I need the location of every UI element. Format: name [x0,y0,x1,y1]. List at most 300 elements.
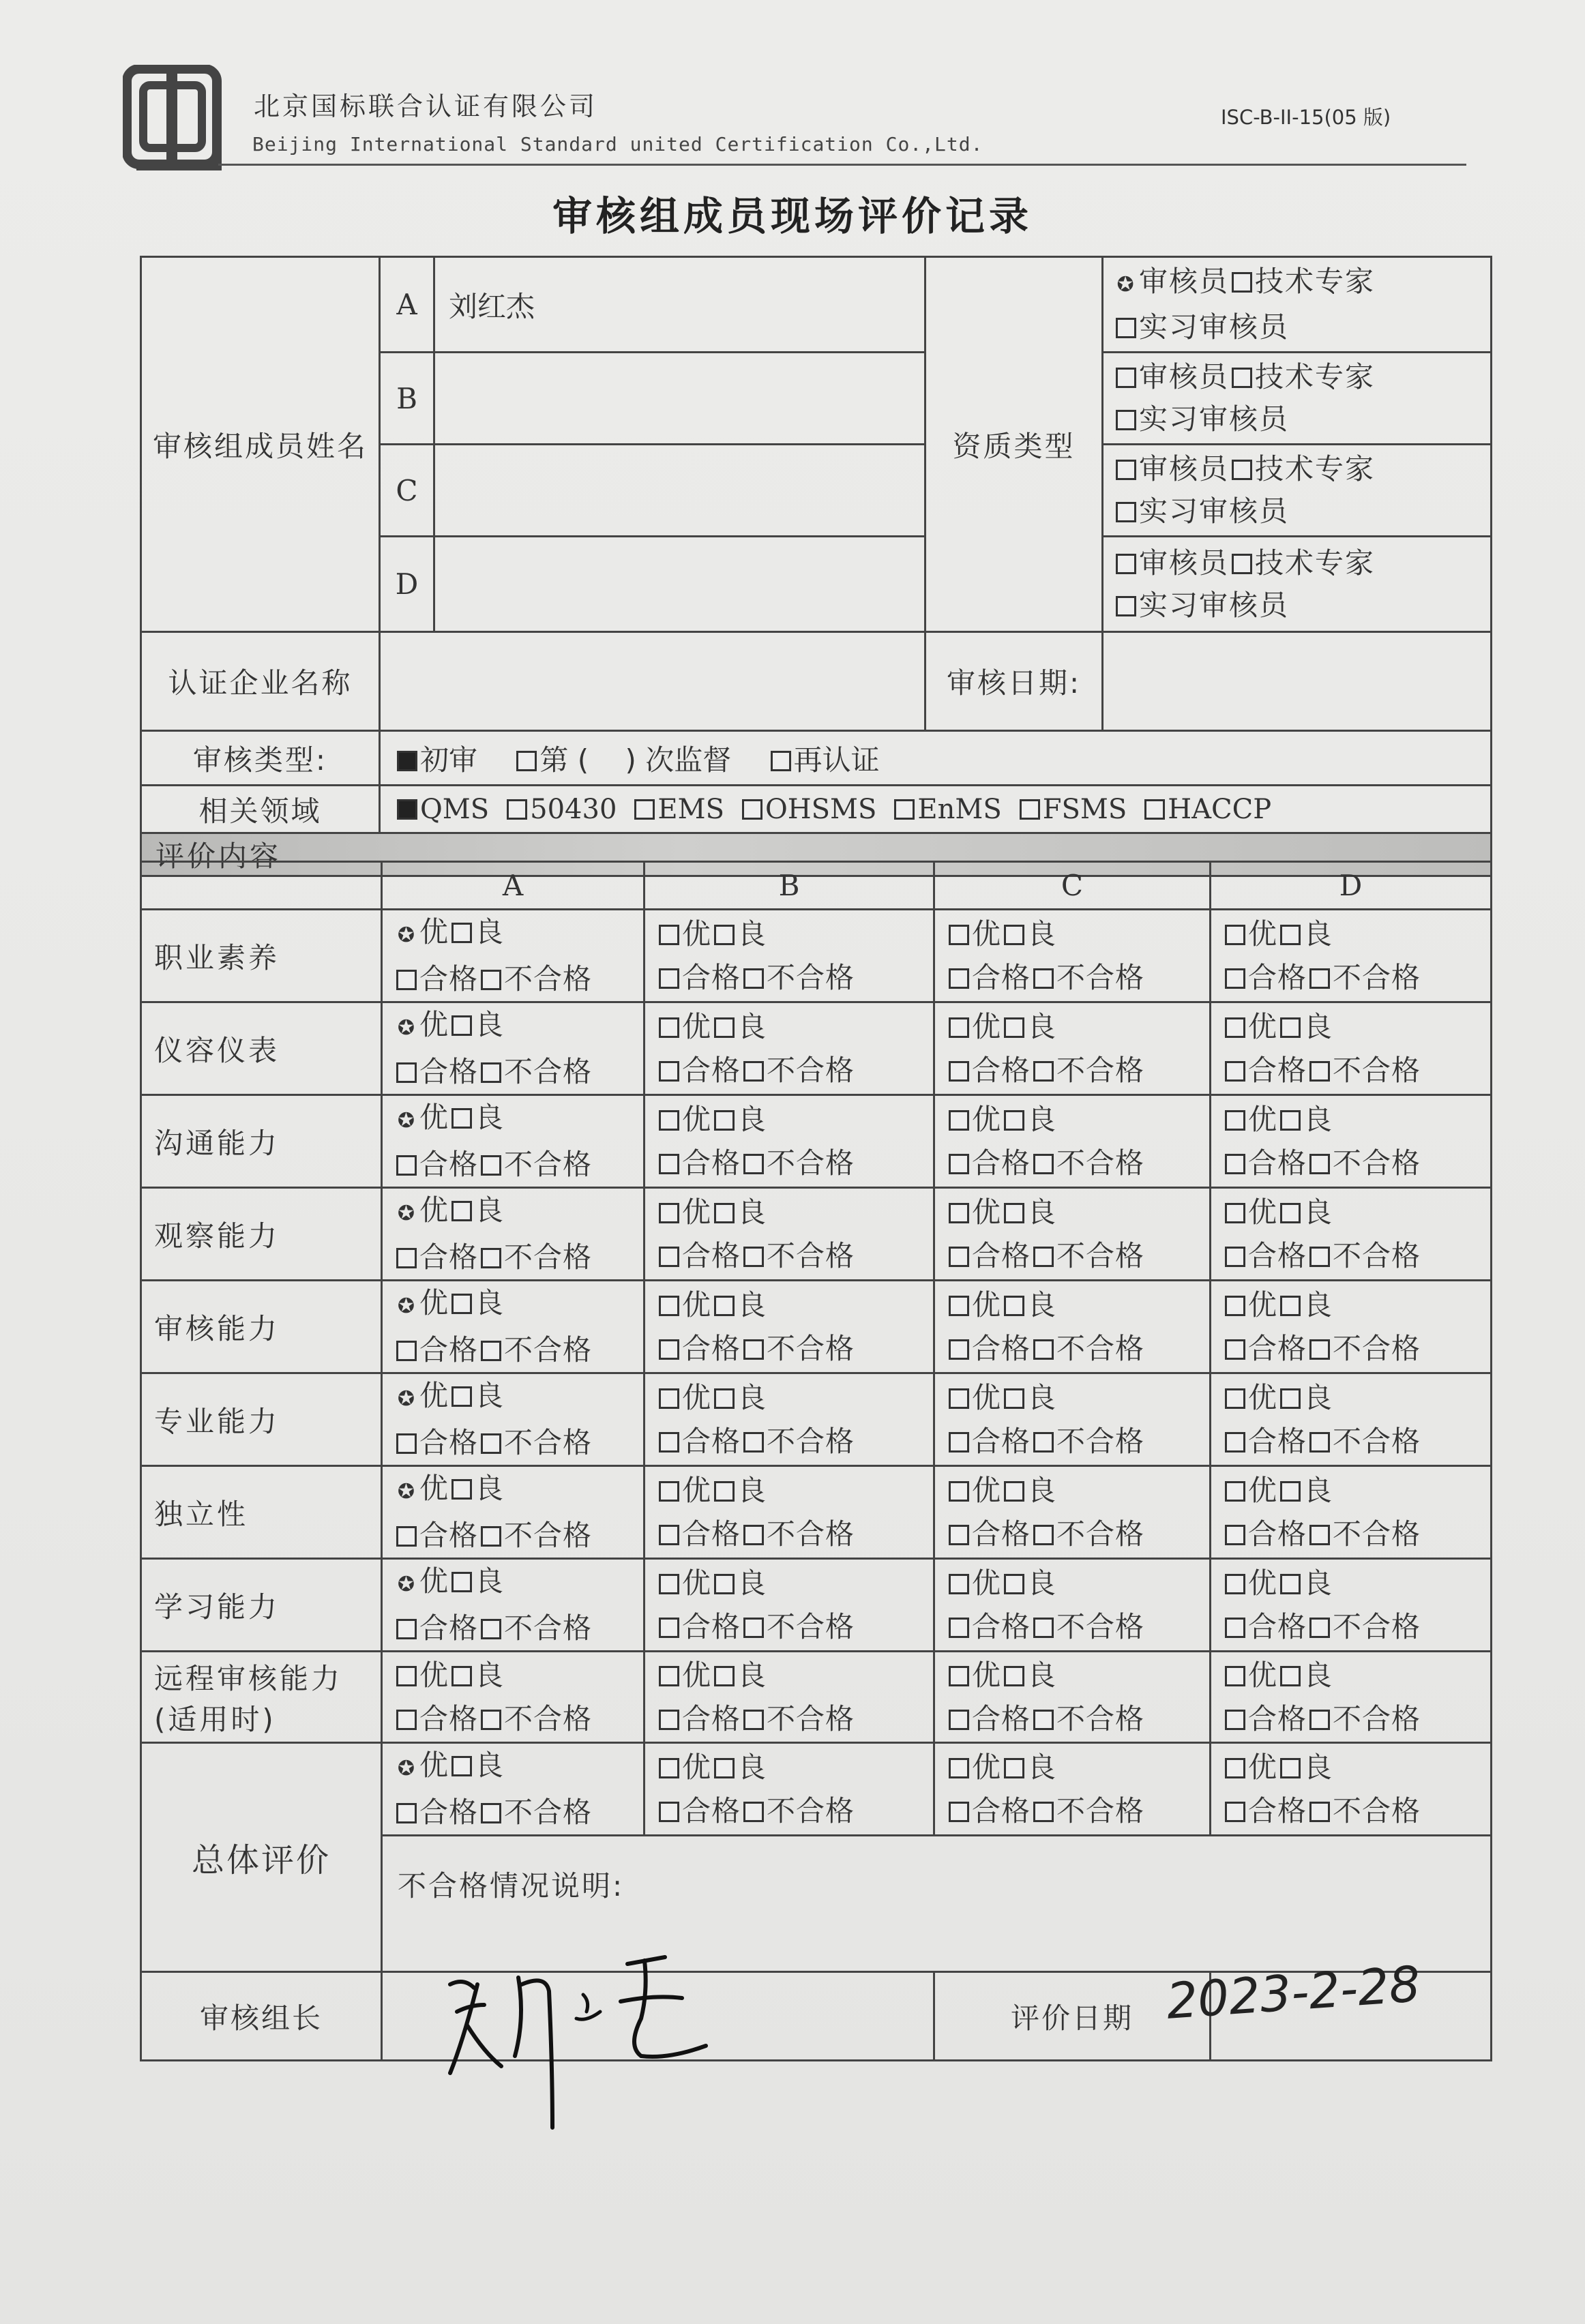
checkbox-icon [714,1481,735,1502]
company-name-en: Beijing International Standard united Certification Co.,Ltd. [252,133,983,155]
checkbox-icon [1116,318,1136,338]
checkbox-icon [714,1666,735,1686]
qual-line [1113,542,1481,584]
checkbox-icon [949,1203,969,1223]
rating-options[interactable]: 优 良 合格 不合格 [645,1281,934,1373]
checkbox-icon [1020,799,1040,820]
section-header: 评价内容 [141,833,1492,876]
qual-intern[interactable]: 实习审核员 [1113,402,1289,436]
criterion-row [141,1652,1492,1743]
qual-line [1113,448,1481,490]
checked-box-icon [397,799,417,820]
checkbox-icon [714,1017,735,1038]
qualification-options[interactable] [1103,353,1492,445]
checkbox-icon [481,1526,501,1547]
rating-options[interactable]: 优 良 合格 不合格 [934,1559,1211,1652]
rating-options[interactable]: 优 良 合格 不合格 [934,1743,1211,1836]
checkbox-icon [1144,799,1165,820]
marked-circle-icon: ✪ [397,1573,416,1596]
checkbox-icon [949,1388,969,1409]
rating-options[interactable]: ✪ 优 良 合格 不合格 [382,1095,645,1188]
checkbox-icon [396,1619,417,1639]
rating-options[interactable]: ✪ 优 良 合格 不合格 [382,1466,645,1559]
rating-options[interactable]: 优 良 合格 不合格 [645,910,934,1002]
checkbox-icon [743,1247,764,1267]
checkbox-icon [1033,1432,1054,1452]
checkbox-icon [1004,1666,1024,1686]
checkbox-icon [1225,1574,1245,1594]
field-option[interactable]: EnMS [891,794,1001,825]
checkbox-icon [1225,1481,1245,1502]
field-option[interactable]: FSMS [1017,794,1127,825]
rating-options[interactable]: 优 良 合格 不合格 [645,1743,934,1836]
checkbox-icon [396,970,417,990]
criterion-row [141,1466,1492,1559]
checkbox-icon [1033,1247,1054,1267]
checkbox-icon [1004,1017,1024,1038]
checkbox-icon [1280,1666,1301,1686]
checkbox-icon [396,1803,417,1823]
checkbox-icon [1309,1432,1330,1452]
qual-line [1113,260,1481,306]
rating-options[interactable]: ✪ 优 良 合格 不合格 [382,1373,645,1466]
checkbox-icon [714,1758,735,1778]
checkbox-icon [659,1203,679,1223]
checkbox-icon [659,968,679,989]
leader-signature [436,1937,723,2134]
checkbox-icon [1280,1296,1301,1316]
checkbox-icon [743,1802,764,1822]
checkbox-icon [481,1062,501,1083]
qual-line [1113,306,1481,348]
checkbox-icon [1225,1666,1245,1686]
checkbox-icon [507,799,527,820]
checkbox-icon [1232,272,1252,293]
checkbox-icon [481,1248,501,1268]
checkbox-icon [1225,1247,1245,1267]
checkbox-icon [659,1017,679,1038]
checkbox-icon [659,1110,679,1131]
rating-options[interactable]: ✪ 优 良 合格 不合格 [382,910,645,1002]
checked-box-icon [397,751,417,771]
criterion-label: 仪容仪表 [141,1002,382,1095]
checkbox-icon [1033,1339,1054,1360]
checkbox-icon [659,1432,679,1452]
criterion-label: 沟通能力 [141,1095,382,1188]
column-header-a: A [382,862,645,910]
marked-circle-icon: ✪ [397,1294,416,1318]
checkbox-icon [481,970,501,990]
checkbox-icon [1004,1110,1024,1131]
rating-options[interactable]: 优 良 合格 不合格 [382,1652,645,1743]
rating-options[interactable]: 优 良 合格 不合格 [1211,910,1492,1002]
column-header-b: B [645,862,934,910]
checkbox-icon [659,1710,679,1730]
rating-options[interactable]: 优 良 合格 不合格 [934,1095,1211,1188]
checkbox-icon [396,1341,417,1361]
checkbox-icon [1232,368,1252,388]
qual-expert[interactable]: 技术专家 [1229,265,1375,298]
checkbox-icon [1116,502,1136,522]
rating-options[interactable]: 优 良 合格 不合格 [1211,1095,1492,1188]
qual-expert[interactable]: 技术专家 [1229,546,1375,580]
checkbox-icon [451,923,472,943]
checkbox-icon [1225,1017,1245,1038]
member-name-field[interactable]: 刘红杰 [434,257,925,353]
checkbox-icon [396,1248,417,1268]
checkbox-icon [949,925,969,945]
checkbox-icon [742,799,762,820]
checkbox-icon [1116,410,1136,430]
checkbox-icon [1033,968,1054,989]
rating-options[interactable]: 优 良 合格 不合格 [1211,1466,1492,1559]
checkbox-icon [1033,1061,1054,1082]
checkbox-icon [1225,1758,1245,1778]
member-name-field[interactable] [434,353,925,445]
marked-circle-icon: ✪ [397,1480,416,1504]
rating-options[interactable]: 优 良 合格 不合格 [1211,1652,1492,1743]
nonconformity-note[interactable]: 不合格情况说明: [382,1836,1492,1972]
checkbox-icon [1309,1061,1330,1082]
checkbox-icon [949,1666,969,1686]
checkbox-icon [1309,1710,1330,1730]
audit-type-recert[interactable]: 再认证 [768,743,880,777]
qualification-options[interactable] [1103,257,1492,353]
checkbox-icon [396,1666,417,1686]
checkbox-icon [1225,968,1245,989]
checkbox-icon [396,1155,417,1176]
qual-auditor[interactable]: ✪ 审核员 [1113,265,1229,298]
checkbox-icon [1309,1247,1330,1267]
rating-options[interactable]: 优 良 合格 不合格 [1211,1743,1492,1836]
overall-label: 总体评价 [141,1743,382,1972]
rating-options[interactable]: 优 良 合格 不合格 [934,1281,1211,1373]
marked-circle-icon: ✪ [397,1387,416,1411]
rating-options[interactable]: ✪ 优 良 合格 不合格 [382,1281,645,1373]
checkbox-icon [451,1386,472,1407]
checkbox-icon [949,1758,969,1778]
checkbox-icon [1280,1758,1301,1778]
checkbox-icon [1004,1481,1024,1502]
checkbox-icon [1033,1618,1054,1638]
checkbox-icon [949,1339,969,1360]
checkbox-icon [396,1062,417,1083]
checkbox-icon [1225,1296,1245,1316]
rating-options[interactable]: 优 良 合格 不合格 [645,1095,934,1188]
checkbox-icon [1280,925,1301,945]
field-option[interactable]: 50430 [504,794,617,825]
qual-intern[interactable]: 实习审核员 [1113,494,1289,528]
qual-intern[interactable]: 实习审核员 [1113,589,1289,622]
rating-options[interactable]: 优 良 合格 不合格 [1211,1188,1492,1281]
column-header-d: D [1211,862,1492,910]
marked-circle-icon: ✪ [397,1202,416,1225]
checkbox-icon [1225,1061,1245,1082]
checkbox-icon [1309,1618,1330,1638]
rating-options[interactable]: 优 良 合格 不合格 [934,1652,1211,1743]
marked-circle-icon: ✪ [397,923,416,947]
audit-type-label: 审核类型: [141,731,380,786]
checkbox-icon [743,1618,764,1638]
rating-options[interactable]: 优 良 合格 不合格 [1211,1281,1492,1373]
rating-options[interactable]: 优 良 合格 不合格 [1211,1373,1492,1466]
marked-circle-icon: ✪ [397,1757,416,1781]
checkbox-icon [659,1574,679,1594]
checkbox-icon [1033,1802,1054,1822]
field-option[interactable]: EMS [632,794,724,825]
member-name-field[interactable] [434,537,925,632]
overall-row [141,1743,1492,1836]
checkbox-icon [1309,1339,1330,1360]
checkbox-icon [659,1388,679,1409]
qualification-options[interactable] [1103,537,1492,632]
criterion-label: 审核能力 [141,1281,382,1373]
qual-expert[interactable]: 技术专家 [1229,360,1375,393]
company-name-cn: 北京国标联合认证有限公司 [254,91,598,121]
checkbox-icon [949,1432,969,1452]
checkbox-icon [659,925,679,945]
checkbox-icon [396,1526,417,1547]
checkbox-icon [1225,1525,1245,1545]
member-letter: A [380,257,434,353]
checkbox-icon [949,1481,969,1502]
checkbox-icon [1225,925,1245,945]
checkbox-icon [714,925,735,945]
checkbox-icon [949,1618,969,1638]
checkbox-icon [1116,554,1136,574]
rating-options[interactable]: ✪ 优 良 合格 不合格 [382,1002,645,1095]
qual-line [1113,584,1481,627]
checkbox-icon [1232,554,1252,574]
criterion-row [141,1095,1492,1188]
member-letter: D [380,537,434,632]
rating-table [140,861,1492,2061]
member-letter: B [380,353,434,445]
column-header-blank [141,862,382,910]
checkbox-icon [714,1110,735,1131]
rating-options[interactable]: ✪ 优 良 合格 不合格 [382,1188,645,1281]
rating-options[interactable]: 优 良 合格 不合格 [645,1002,934,1095]
checkbox-icon [451,1666,472,1686]
audit-type-surveillance[interactable]: 第 ( ) 次监督 [514,743,731,777]
criterion-row [141,1373,1492,1466]
checkbox-icon [743,1339,764,1360]
checkbox-icon [714,1296,735,1316]
checkbox-icon [481,1710,501,1730]
field-option[interactable]: OHSMS [739,794,876,825]
checkbox-icon [743,1525,764,1545]
checkbox-icon [743,1061,764,1082]
isc-logo-icon [123,65,225,174]
header-divider [218,164,1466,166]
column-header-c: C [934,862,1211,910]
checkbox-icon [949,1017,969,1038]
checkbox-icon [949,1061,969,1082]
checkbox-icon [1280,1574,1301,1594]
checkbox-icon [1225,1203,1245,1223]
rating-options[interactable]: 优 良 合格 不合格 [645,1466,934,1559]
evaluation-form-table [140,256,1492,877]
checkbox-icon [481,1341,501,1361]
evaluation-date-value[interactable]: 2023-2-28 [1164,1955,1423,2030]
rating-options[interactable]: 优 良 合格 不合格 [934,910,1211,1002]
qual-auditor[interactable]: 审核员 [1113,452,1229,486]
qualification-label: 资质类型 [925,257,1103,632]
checkbox-icon [1280,1481,1301,1502]
checkbox-icon [714,1203,735,1223]
checkbox-icon [1116,368,1136,388]
checkbox-icon [451,1201,472,1221]
checkbox-icon [659,1525,679,1545]
checkbox-icon [1309,1154,1330,1174]
qual-auditor[interactable]: 审核员 [1113,360,1229,393]
checkbox-icon [1004,925,1024,945]
checkbox-icon [451,1294,472,1314]
rating-options[interactable]: ✪ 优 良 合格 不合格 [382,1559,645,1652]
criterion-row [141,1188,1492,1281]
checkbox-icon [1116,460,1136,480]
checkbox-icon [743,1710,764,1730]
checkbox-icon [659,1618,679,1638]
rating-options[interactable]: 优 良 合格 不合格 [645,1652,934,1743]
checkbox-icon [1280,1017,1301,1038]
company-name-label: 认证企业名称 [141,632,380,731]
checkbox-icon [659,1339,679,1360]
checkbox-icon [1004,1574,1024,1594]
checkbox-icon [949,1802,969,1822]
eval-date-label: 评价日期 [934,1972,1211,2061]
checkbox-icon [771,751,791,771]
qual-auditor[interactable]: 审核员 [1113,546,1229,580]
criterion-label: 独立性 [141,1466,382,1559]
rating-options[interactable]: 优 良 合格 不合格 [645,1188,934,1281]
members-label: 审核组成员姓名 [141,257,380,632]
criterion-label: 观察能力 [141,1188,382,1281]
checkbox-icon [396,1710,417,1730]
checkbox-icon [1004,1758,1024,1778]
qual-expert[interactable]: 技术专家 [1229,452,1375,486]
criterion-label: 专业能力 [141,1373,382,1466]
criterion-row [141,1281,1492,1373]
checkbox-icon [949,1110,969,1131]
checkbox-icon [743,1154,764,1174]
member-letter: C [380,445,434,537]
checkbox-icon [1280,1203,1301,1223]
qual-line [1113,490,1481,533]
checkbox-icon [516,751,537,771]
checkbox-icon [659,1061,679,1082]
checkbox-icon [1309,1802,1330,1822]
checkbox-icon [451,1756,472,1776]
fields-label: 相关领域 [141,786,380,833]
checkbox-icon [1004,1296,1024,1316]
checkbox-icon [1225,1154,1245,1174]
audit-type-initial[interactable]: 初审 [394,743,477,777]
rating-options[interactable]: 优 良 合格 不合格 [934,1188,1211,1281]
criterion-label: 职业素养 [141,910,382,1002]
checkbox-icon [659,1758,679,1778]
checkbox-icon [659,1154,679,1174]
marked-circle-icon: ✪ [397,1016,416,1040]
rating-options[interactable]: 优 良 合格 不合格 [934,1466,1211,1559]
field-option[interactable]: HACCP [1142,794,1271,825]
checkbox-icon [1033,1710,1054,1730]
checkbox-icon [949,1574,969,1594]
checkbox-icon [1280,1110,1301,1131]
checkbox-icon [451,1479,472,1500]
field-option[interactable]: QMS [394,794,489,825]
checkbox-icon [1225,1802,1245,1822]
rating-options[interactable]: 优 良 合格 不合格 [1211,1559,1492,1652]
leader-label: 审核组长 [141,1972,382,2061]
checkbox-icon [714,1574,735,1594]
checkbox-icon [1033,1525,1054,1545]
checkbox-icon [396,1433,417,1454]
rating-options[interactable]: 优 良 合格 不合格 [934,1373,1211,1466]
rating-options[interactable]: 优 良 合格 不合格 [934,1002,1211,1095]
checkbox-icon [949,968,969,989]
marked-circle-icon: ✪ [1116,273,1136,297]
audit-date-field[interactable] [1103,632,1492,731]
rating-options[interactable]: ✪ 优 良 合格 不合格 [382,1743,645,1836]
checkbox-icon [949,1247,969,1267]
form-title: 审核组成员现场评价记录 [552,193,1033,239]
audit-type-options [380,731,1492,786]
rating-options[interactable]: 优 良 合格 不合格 [645,1559,934,1652]
checkbox-icon [1225,1432,1245,1452]
qualification-options[interactable] [1103,445,1492,537]
checkbox-icon [1309,1525,1330,1545]
checkbox-icon [1225,1710,1245,1730]
qual-intern[interactable]: 实习审核员 [1113,310,1289,344]
checkbox-icon [1225,1110,1245,1131]
fields-options [380,786,1492,833]
checkbox-icon [949,1154,969,1174]
checkbox-icon [451,1108,472,1129]
qual-line [1113,356,1481,398]
marked-circle-icon: ✪ [397,1109,416,1133]
checkbox-icon [1225,1388,1245,1409]
checkbox-icon [894,799,915,820]
checkbox-icon [1004,1203,1024,1223]
checkbox-icon [743,1432,764,1452]
checkbox-icon [659,1666,679,1686]
rating-options[interactable]: 优 良 合格 不合格 [645,1373,934,1466]
checkbox-icon [1280,1388,1301,1409]
criterion-label: 学习能力 [141,1559,382,1652]
checkbox-icon [949,1710,969,1730]
checkbox-icon [659,1481,679,1502]
criterion-label: 远程审核能力 (适用时) [141,1652,382,1743]
company-name-field[interactable] [380,632,925,731]
checkbox-icon [743,968,764,989]
criterion-row [141,1559,1492,1652]
checkbox-icon [949,1525,969,1545]
audit-date-label: 审核日期: [925,632,1103,731]
checkbox-icon [634,799,655,820]
checkbox-icon [481,1155,501,1176]
checkbox-icon [659,1296,679,1316]
checkbox-icon [451,1572,472,1592]
criterion-row [141,1002,1492,1095]
rating-options[interactable]: 优 良 合格 不合格 [1211,1002,1492,1095]
checkbox-icon [481,1803,501,1823]
checkbox-icon [949,1296,969,1316]
checkbox-icon [659,1247,679,1267]
checkbox-icon [1116,596,1136,616]
checkbox-icon [1033,1154,1054,1174]
member-name-field[interactable] [434,445,925,537]
